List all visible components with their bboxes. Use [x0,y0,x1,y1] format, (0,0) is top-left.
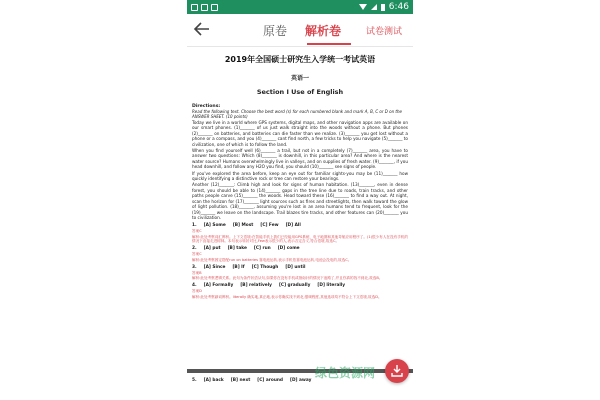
watermark: 绿色资源网 [315,366,376,380]
question-row [192,283,408,288]
battery-icon [381,4,385,11]
question-number: 2. [192,246,197,252]
wifi-icon [359,4,367,10]
directions-text: Read the following text. Choose the best word (s) for each numbered blank and mark A, B, C or D on the ANSWER SHEET. (10 points) [192,109,402,119]
option-b: [B] Most [232,223,254,229]
status-bar [187,0,413,14]
question-number: 4. [192,283,197,289]
question-row [192,223,408,228]
section-title: Section I Use of English [256,88,344,96]
answer-key: 答案B [192,270,202,275]
option-a: [A] back [203,378,224,383]
answer-explanation: 解析:此处考察逻辑关系。此句为条件状语从句,如果你在没有手机或指南针的情况下迷路了,并且你真的找不到北,故选B。 [192,276,383,281]
question-number: 5. [192,378,197,383]
tab-analysis[interactable]: 解析卷 [305,24,342,38]
question-number: 3. [192,264,197,270]
test-paper-link[interactable]: 试卷测试 [366,27,403,37]
answer-key: 答案C [192,229,202,234]
passage-paragraph: When you find yourself well (6)_______ a trail, but not in a completely (7)_______ area, you have to answer two questions: Which (8)_______ is downhill, in this particular area? And where is the nearest water source? Humans overwhelmingly live in valleys, and on supplies of fresh water. (9)_______, if you head downhill, and follow any H2O you find, you should (10)_______ see signs of people. [192,148,408,170]
notification-icon [201,4,208,11]
notification-icon [211,4,218,11]
document [187,47,413,400]
option-d: [D] All [285,223,301,229]
tab-original[interactable]: 原卷 [263,24,288,38]
answer-explanation: 解析:此处考察固定搭配run on batteries 靠电池运转,表示手机依靠电池运转,电池会没电的,故选C。 [192,257,352,262]
download-icon [390,364,404,378]
answer-key: 答案C [192,252,202,257]
signal-icon [371,4,377,10]
answer-key: 答案D [192,289,202,294]
question-number: 1. [192,223,197,229]
answer-explanation: 解析:此处考察副词辨析。literally 确实地,真正地,表示你确实找不到北,强调程度,其他选项均不符合上下文语境,故选D。 [192,294,382,299]
directions-label: Directions: [192,104,221,109]
option-b: [B] take [227,246,247,252]
option-c: [C] Though [251,264,279,270]
option-a: [A] Formally [203,283,234,289]
tab-indicator [307,43,351,45]
question-row [192,378,408,383]
option-c: [C] gradually [278,283,311,289]
option-d: [D] come [277,246,300,252]
option-a: [A] put [203,246,221,252]
notification-icon [191,4,198,11]
page-divider [187,369,413,373]
doc-title: 2019年全国硕士研究生入学统一考试英语 [224,55,376,64]
back-arrow-icon[interactable] [193,20,211,38]
option-c: [C] Few [260,223,279,229]
option-b: [B] next [230,378,251,383]
option-d: [D] until [285,264,306,270]
option-c: [C] around [257,378,284,383]
passage-paragraph: Another (12)_______: Climb high and look for signs of human habitation. (13)_______, even in dense forest, you should be able to (14)_______ gaps in the tree line due to roads, train tracks, and other paths people carve (15)_______ the woods. Head toward these (16)_______ to find a way out. At night, scan the horizon for (17)_______ light sources such as fires and streetlights, then walk toward the glow of light pollution. (18)_______, assuming you're lost in an area humans tend to frequent, look for the (19)_______ we leave on the landscape. Trail blazes tire tracks, and other features can (20)_______ you to civilization. [192,182,408,220]
option-a: [A] Since [203,264,226,270]
passage-paragraph: If you've explored the area before, keep an eye out for familiar sights-you may be (11)_______ how quickly identifying a distinctive rock or tree can restore your bearings. [192,170,408,182]
nav-bar [187,14,413,47]
option-d: [D] away [290,378,312,383]
option-d: [D] literally [317,283,346,289]
answer-explanation: 解析:此处考察词汇辨析。上下文语境:在智能手机上我们已经能用GPS系统、电子地图和其他导航应用程序了。(1)很少有人在没有手机的情况下直接走进树林。本句表示转折对比,Few表示很少的人,表示否定含义,符合语境,故选C。 [192,234,408,243]
question-row [192,246,408,251]
download-button[interactable] [385,359,409,383]
option-b: [B] If [232,264,245,270]
question-row [192,265,408,270]
status-time: 6:46 [388,2,409,12]
passage-paragraph: Today we live in a world where GPS systems, digital maps, and other navigation apps are available on our smart phones. (1)_______ of us just walk straight into the woods without a phone. But phones (2)_______ on batteries, and batteries can die faster than we realize. (3)_______ you get lost without a phone or a compass, and you (4)_______ cant find north, a few tricks to help you navigate (5)_______ to civilization, one of which is to follow the land. [192,120,408,147]
option-b: [B] relatively [240,283,272,289]
doc-subtitle: 英语一 [290,75,309,82]
phone-screen [187,0,413,400]
option-c: [C] run [253,246,271,252]
option-a: [A] Some [203,223,226,229]
